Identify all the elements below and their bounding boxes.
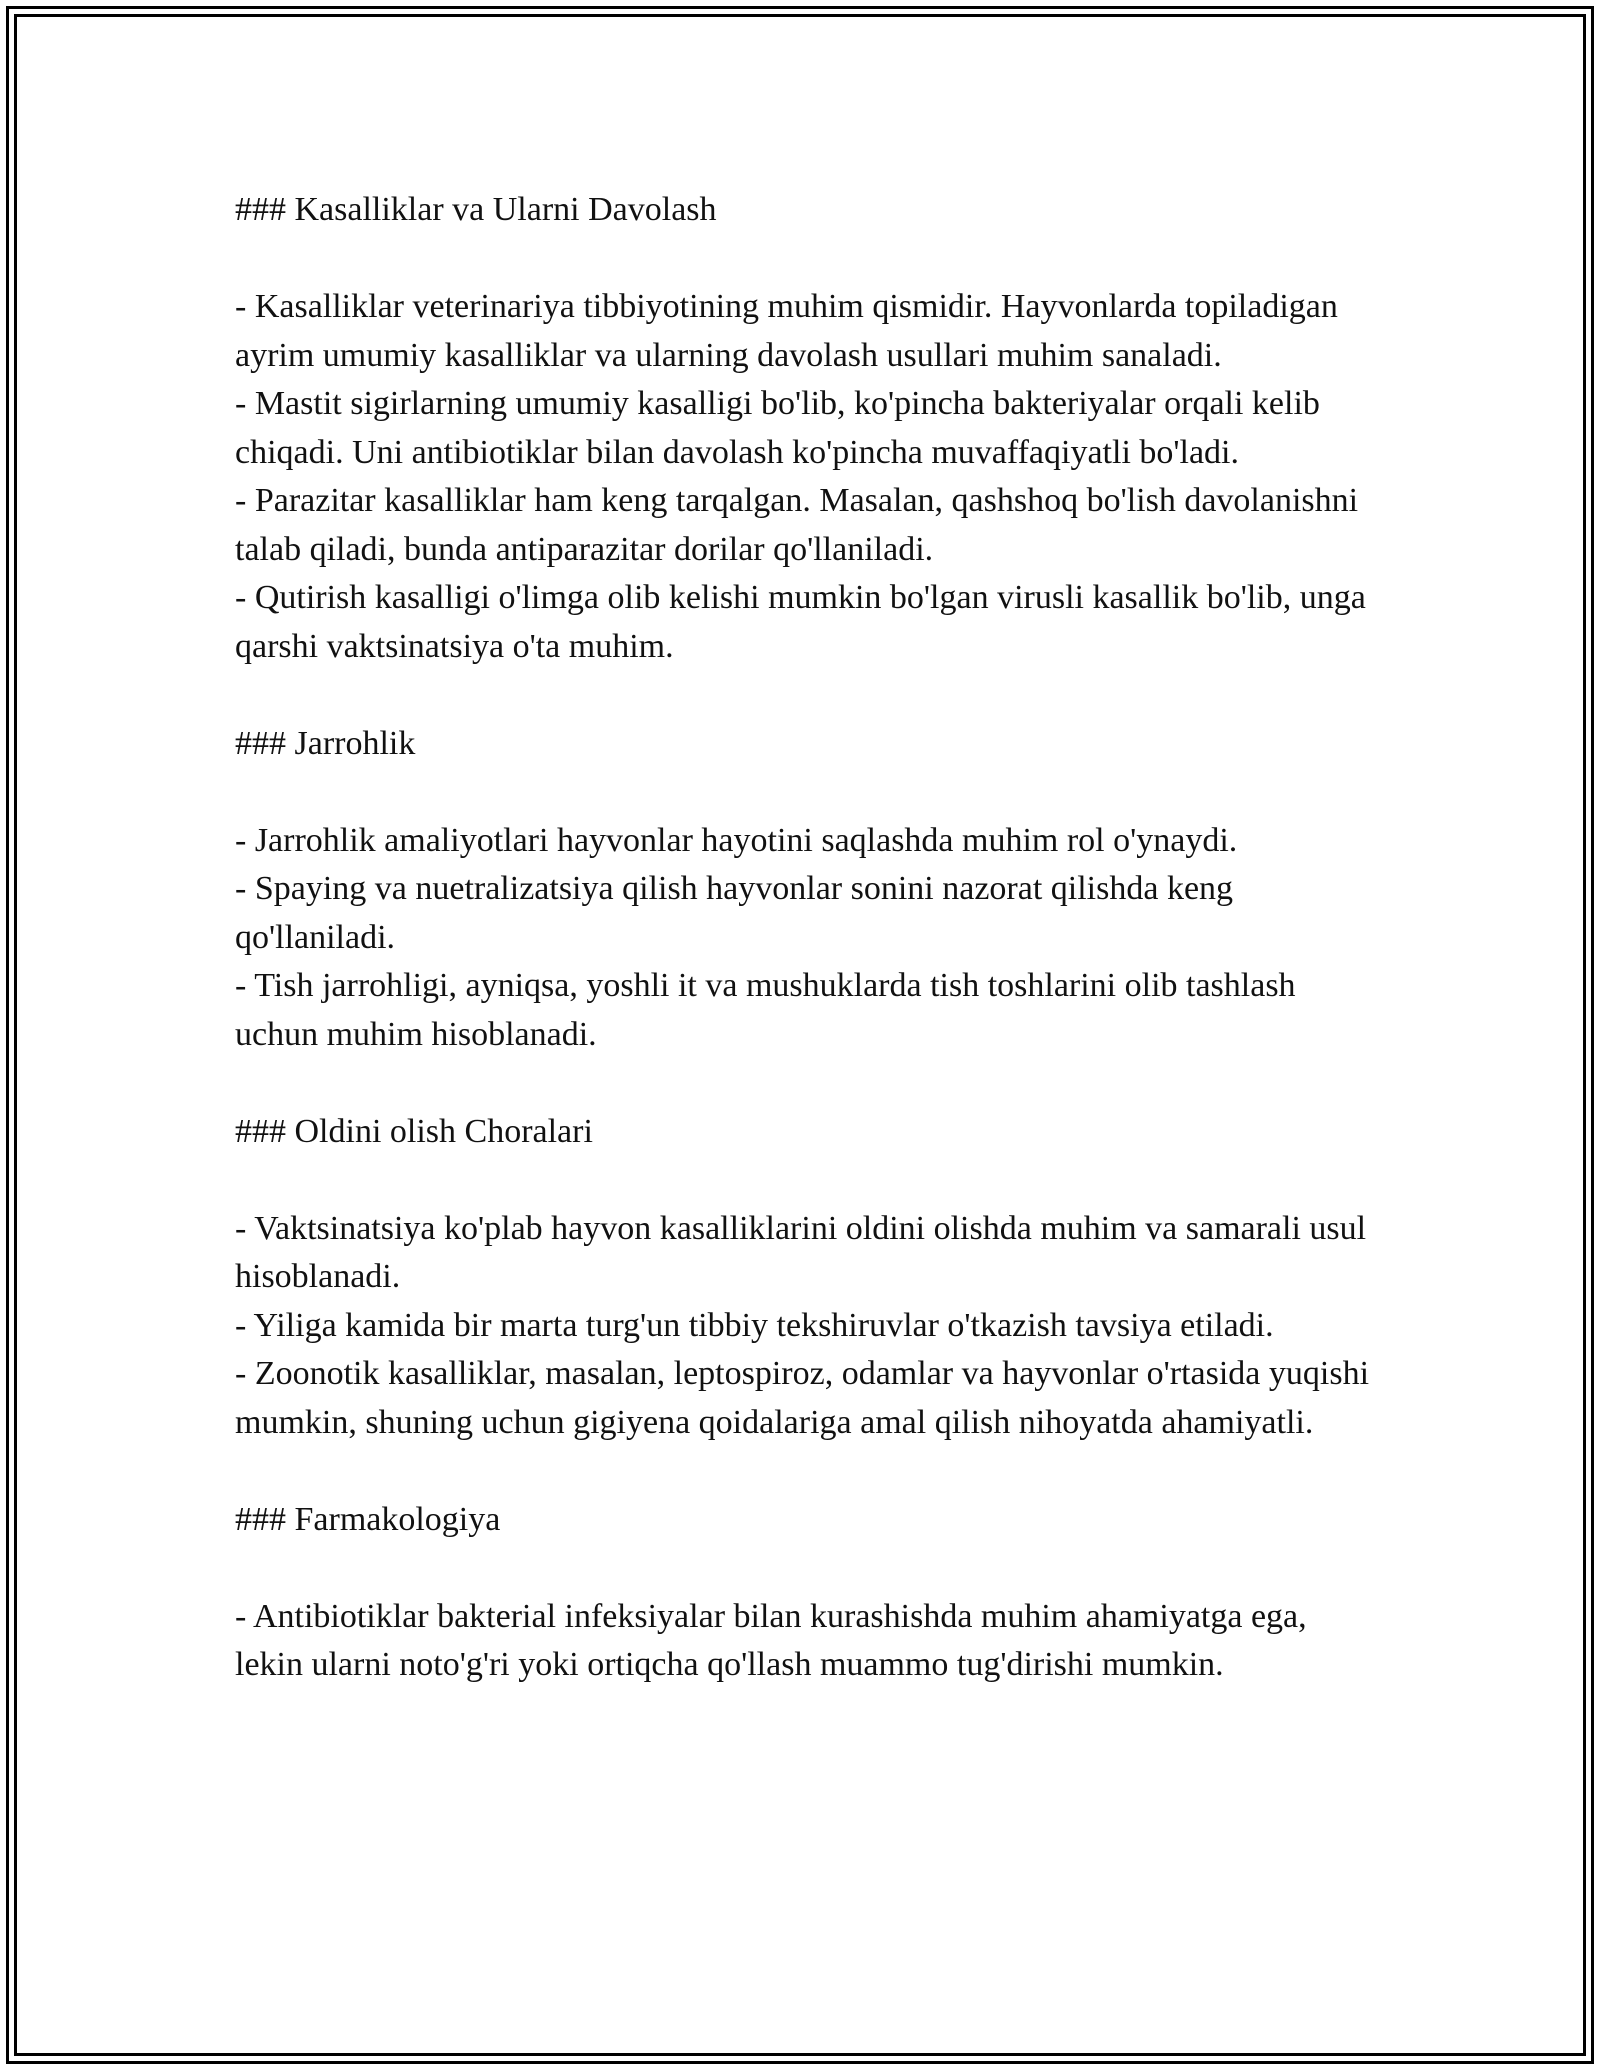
section-oldini-olish [235, 1108, 1375, 1448]
list-item: - Antibiotiklar bakterial infeksiyalar bilan kurashishda muhim ahamiyatga ega, lekin ularni noto'g'ri yoki ortiqcha qo'llash muammo tug'dirishi mumkin. [235, 1597, 1307, 1683]
list-item: - Yiliga kamida bir marta turg'un tibbiy tekshiruvlar o'tkazish tavsiya etiladi. [235, 1306, 1274, 1344]
list-item: - Mastit sigirlarning umumiy kasalligi bo'lib, ko'pincha bakteriyalar orqali kelib chiqadi. Uni antibiotiklar bilan davolash ko'pincha muvaffaqiyatli bo'ladi. [235, 385, 1320, 471]
section-heading: ### Kasalliklar va Ularni Davolash [235, 191, 717, 228]
section-heading: ### Farmakologiya [235, 1500, 501, 1538]
bullet-list [235, 283, 1375, 671]
list-item: - Qutirish kasalligi o'limga olib kelishi mumkin bo'lgan virusli kasallik bo'lib, unga qarshi vaktsinatsiya o'ta muhim. [235, 579, 1366, 665]
section-heading: ### Jarrohlik [235, 724, 416, 762]
list-item: - Kasalliklar veterinariya tibbiyotining muhim qismidir. Hayvonlarda topiladigan ayrim umumiy kasalliklar va ularning davolash usullari muhim sanaladi. [235, 288, 1338, 374]
list-item: - Tish jarrohligi, ayniqsa, yoshli it va mushuklarda tish toshlarini olib tashlash uchun muhim hisoblanadi. [235, 967, 1296, 1053]
section-heading: ### Oldini olish Choralari [235, 1112, 593, 1150]
bullet-list [235, 1205, 1375, 1448]
bullet-list [235, 817, 1375, 1060]
list-item: - Jarrohlik amaliyotlari hayvonlar hayotini saqlashda muhim rol o'ynaydi. [235, 821, 1238, 859]
section-farmakologiya [235, 1496, 1375, 1690]
list-item: - Spaying va nuetralizatsiya qilish hayvonlar sonini nazorat qilishda keng qo'llaniladi. [235, 870, 1234, 956]
section-kasalliklar [235, 186, 1375, 671]
list-item: - Parazitar kasalliklar ham keng tarqalgan. Masalan, qashshoq bo'lish davolanishni talab qiladi, bunda antiparazitar dorilar qo'llaniladi. [235, 482, 1359, 568]
list-item: - Zoonotik kasalliklar, masalan, leptospiroz, odamlar va hayvonlar o'rtasida yuqishi mumkin, shuning uchun gigiyena qoidalariga amal qilish nihoyatda ahamiyatli. [235, 1355, 1370, 1441]
section-jarrohlik [235, 720, 1375, 1060]
bullet-list [235, 1593, 1375, 1690]
document-body [235, 186, 1375, 1690]
list-item: - Vaktsinatsiya ko'plab hayvon kasalliklarini oldini olishda muhim va samarali usul hisoblanadi. [235, 1209, 1367, 1295]
